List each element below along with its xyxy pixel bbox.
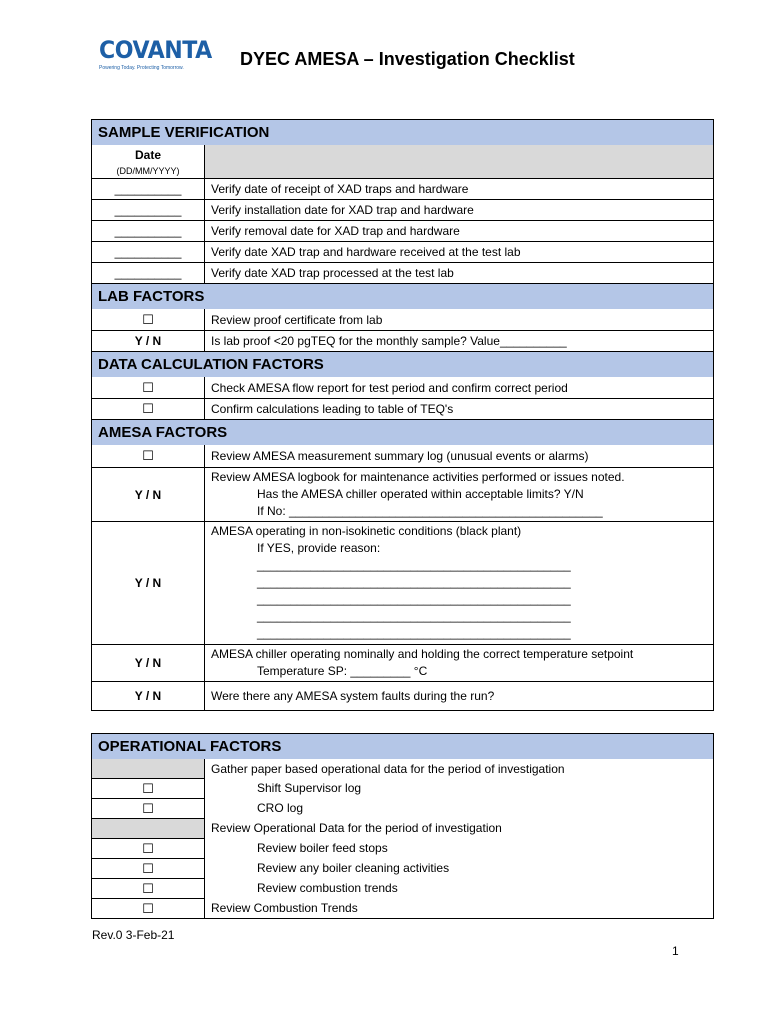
date-blank[interactable]: __________: [92, 179, 205, 199]
operational-group-row: [92, 818, 713, 838]
sample-item-text: Verify date of receipt of XAD traps and hardware: [211, 182, 469, 196]
amesa-item-text: Were there any AMESA system faults during the run?: [211, 689, 495, 703]
reason-blank-line[interactable]: _______________________________________________: [257, 626, 571, 640]
checkbox-icon[interactable]: ☐: [92, 878, 205, 898]
lab-item-text: Review proof certificate from lab: [211, 312, 383, 327]
lab-item-text: Is lab proof <20 pgTEQ for the monthly sample? Value__________: [211, 334, 567, 348]
checkbox-icon[interactable]: ☐: [92, 778, 205, 798]
section-header-data-calculation: DATA CALCULATION FACTORS: [92, 351, 713, 377]
date-format-label: (DD/MM/YYYY): [116, 165, 180, 176]
date-header-row: [92, 145, 713, 178]
checkbox-icon[interactable]: ☐: [92, 898, 205, 918]
yes-no-field[interactable]: Y / N: [92, 682, 205, 710]
amesa-chiller-cell: [205, 645, 713, 681]
reason-blank-line[interactable]: _______________________________________________: [257, 592, 571, 606]
operational-row: [92, 858, 713, 878]
operational-row: [92, 778, 713, 798]
operational-item-text: Review boiler feed stops: [257, 841, 388, 855]
amesa-item-text: Review AMESA logbook for maintenance activities performed or issues noted.: [211, 470, 625, 484]
document-title: DYEC AMESA – Investigation Checklist: [240, 49, 575, 69]
amesa-row: [92, 467, 713, 521]
operational-item-text: CRO log: [257, 801, 304, 815]
section-header-lab-factors: LAB FACTORS: [92, 283, 713, 309]
yes-no-field[interactable]: Y / N: [92, 331, 205, 351]
section-header-operational-factors: OPERATIONAL FACTORS: [92, 734, 713, 759]
sample-row: [92, 262, 713, 283]
company-logo: [99, 36, 212, 74]
operational-item-text: Review Combustion Trends: [211, 901, 358, 915]
section-header-sample-verification: SAMPLE VERIFICATION: [92, 120, 713, 145]
operational-row: [92, 798, 713, 818]
checklist-table: [91, 119, 714, 711]
sample-item-text: Verify date XAD trap processed at the test lab: [211, 266, 454, 280]
checkbox-icon[interactable]: ☐: [92, 309, 205, 330]
date-blank[interactable]: __________: [92, 221, 205, 241]
data-calc-item-text: Confirm calculations leading to table of TEQ's: [211, 402, 454, 416]
checkbox-icon[interactable]: ☐: [92, 445, 205, 467]
sample-row: [92, 241, 713, 262]
checkbox-icon[interactable]: ☐: [92, 399, 205, 419]
reason-blank-line[interactable]: _______________________________________________: [257, 558, 571, 572]
page-number: 1: [672, 944, 679, 958]
operational-item-text: Shift Supervisor log: [257, 781, 362, 795]
revision-label: Rev.0 3-Feb-21: [92, 928, 175, 942]
operational-row: [92, 898, 713, 918]
date-blank[interactable]: __________: [92, 263, 205, 283]
data-calc-item-text: Check AMESA flow report for test period and confirm correct period: [211, 380, 568, 395]
logo-tagline: Powering Today. Protecting Tomorrow.: [99, 65, 184, 71]
amesa-if-no-blank[interactable]: If No: _______________________________________________: [257, 504, 603, 518]
temperature-sp-field[interactable]: Temperature SP: _________ °C: [257, 664, 428, 678]
sample-item-text: Verify installation date for XAD trap and hardware: [211, 203, 474, 217]
lab-row: [92, 330, 713, 351]
checkbox-icon[interactable]: ☐: [92, 858, 205, 878]
checkbox-icon[interactable]: ☐: [92, 377, 205, 398]
checkbox-icon[interactable]: ☐: [92, 798, 205, 818]
amesa-item-subtext: Has the AMESA chiller operated within acceptable limits? Y/N: [257, 487, 584, 501]
yes-no-field[interactable]: Y / N: [92, 645, 205, 681]
date-blank[interactable]: __________: [92, 200, 205, 220]
sample-item-text: Verify date XAD trap and hardware received at the test lab: [211, 245, 521, 259]
operational-item-text: Review combustion trends: [257, 881, 398, 895]
yes-no-field[interactable]: Y / N: [92, 522, 205, 644]
reason-blank-line[interactable]: _______________________________________________: [257, 575, 571, 589]
operational-group-title: Review Operational Data for the period of investigation: [211, 821, 502, 835]
date-blank[interactable]: __________: [92, 242, 205, 262]
amesa-item-text: AMESA chiller operating nominally and holding the correct temperature setpoint: [211, 647, 634, 661]
data-calc-row: [92, 377, 713, 398]
amesa-item-text: AMESA operating in non-isokinetic conditions (black plant): [211, 524, 522, 538]
lab-row: [92, 309, 713, 330]
section-header-amesa-factors: AMESA FACTORS: [92, 419, 713, 445]
checkbox-icon[interactable]: ☐: [92, 838, 205, 858]
operational-item-text: Review any boiler cleaning activities: [257, 861, 450, 875]
sample-row: [92, 199, 713, 220]
data-calc-row: [92, 398, 713, 419]
sample-row: [92, 178, 713, 199]
gray-cell: [92, 818, 205, 838]
operational-group-title: Gather paper based operational data for the period of investigation: [211, 761, 565, 776]
amesa-row: [92, 644, 713, 681]
amesa-row: [92, 521, 713, 644]
amesa-nonisokinetic-cell: [205, 522, 713, 644]
operational-row: [92, 838, 713, 858]
operational-row: [92, 878, 713, 898]
amesa-row: [92, 445, 713, 467]
date-label: Date: [134, 147, 161, 162]
amesa-item-text: Review AMESA measurement summary log (unusual events or alarms): [211, 449, 589, 463]
date-column-header: [92, 145, 205, 178]
amesa-item-subtext: If YES, provide reason:: [257, 541, 381, 555]
sample-item-text: Verify removal date for XAD trap and hardware: [211, 224, 460, 238]
sample-row: [92, 220, 713, 241]
amesa-row: [92, 681, 713, 710]
reason-blank-line[interactable]: _______________________________________________: [257, 609, 571, 623]
yes-no-field[interactable]: Y / N: [92, 468, 205, 521]
operational-group-row: [92, 759, 713, 778]
date-header-blank: [205, 145, 713, 178]
operational-table: [91, 733, 714, 919]
amesa-logbook-cell: [205, 468, 713, 521]
logo-wordmark: COVANTA: [99, 36, 212, 64]
gray-cell: [92, 759, 205, 778]
